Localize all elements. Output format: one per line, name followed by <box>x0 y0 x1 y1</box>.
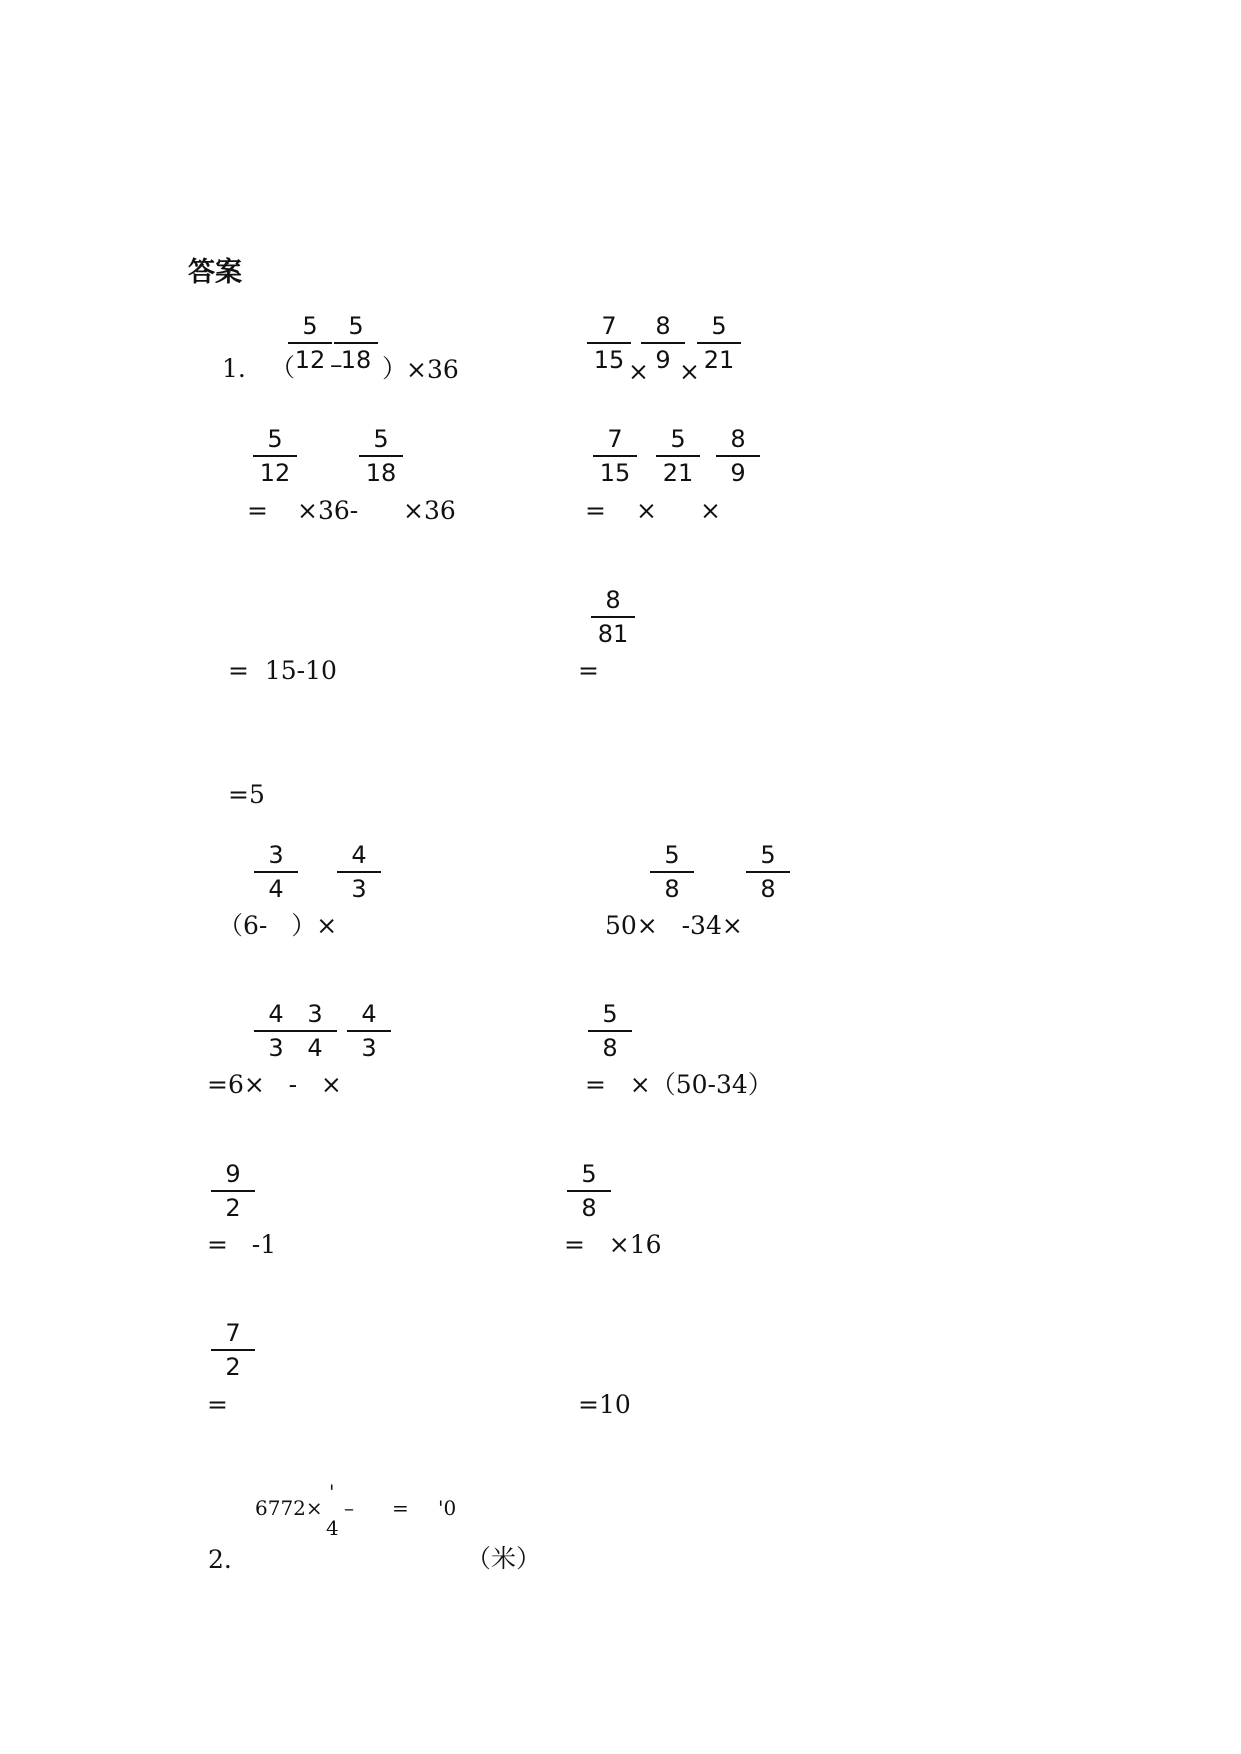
page-title: 答案 <box>188 257 242 288</box>
problem-2-label: 2. <box>208 1545 232 1574</box>
expression-text: = 15-10 <box>228 656 337 685</box>
minus-sign: – <box>344 1496 354 1520</box>
expression-text: ×36 <box>403 496 456 525</box>
expression-text: = -1 <box>207 1230 277 1259</box>
fraction: 8 9 <box>716 424 760 488</box>
fraction: 9 2 <box>211 1159 255 1223</box>
expression-text: （6- ）× <box>218 911 338 940</box>
fraction: 3 4 <box>254 840 298 904</box>
fraction: 4 3 <box>337 840 381 904</box>
fraction: 4 3 <box>254 999 298 1063</box>
expression-text: = ×16 <box>564 1230 662 1259</box>
fraction: 5 8 <box>746 840 790 904</box>
fraction: 5 21 <box>697 311 741 375</box>
close-paren: ） <box>382 354 408 383</box>
fraction: 7 15 <box>587 311 631 375</box>
fraction: 7 2 <box>211 1318 255 1382</box>
times-sign: × <box>679 357 700 386</box>
equals-sign: = <box>247 496 268 525</box>
expression-text: =6× - × <box>207 1070 342 1099</box>
equals-sign: = <box>578 656 599 685</box>
fraction: 8 81 <box>591 585 635 649</box>
fraction: 4 3 <box>347 999 391 1063</box>
fraction: 8 9 <box>641 311 685 375</box>
fraction: 5 21 <box>656 424 700 488</box>
fraction: 7 15 <box>593 424 637 488</box>
minus-sign: – <box>330 350 343 379</box>
fraction: 5 8 <box>650 840 694 904</box>
small-denominator: 4 <box>326 1516 339 1540</box>
fraction: 5 8 <box>567 1159 611 1223</box>
expression-text: 6772× <box>255 1496 323 1520</box>
fraction: 5 12 <box>288 311 332 375</box>
expression-text: =10 <box>578 1390 631 1419</box>
fraction: 5 18 <box>334 311 378 375</box>
fraction: 5 18 <box>359 424 403 488</box>
open-paren: （ <box>270 353 296 382</box>
fraction: 5 8 <box>588 999 632 1063</box>
expression-text: = ×（50-34） <box>585 1070 773 1099</box>
equals-sign: = <box>585 496 606 525</box>
fraction: 5 12 <box>253 424 297 488</box>
times-sign: × <box>700 496 721 525</box>
equals-sign: = <box>207 1390 228 1419</box>
times-sign: × <box>628 357 649 386</box>
times-sign: × <box>636 496 657 525</box>
expression-text: ×36 <box>406 355 459 384</box>
expression-text: ×36- <box>297 496 359 525</box>
unit-text: （米） <box>466 1544 542 1573</box>
problem-1-label: 1. <box>222 354 246 383</box>
result-text: '0 <box>438 1496 457 1520</box>
expression-text: =5 <box>228 780 265 809</box>
expression-text: 50× -34× <box>605 911 743 940</box>
fraction: 3 4 <box>293 999 337 1063</box>
tick-mark: ' <box>329 1480 335 1504</box>
equals-sign: = <box>392 1496 409 1520</box>
